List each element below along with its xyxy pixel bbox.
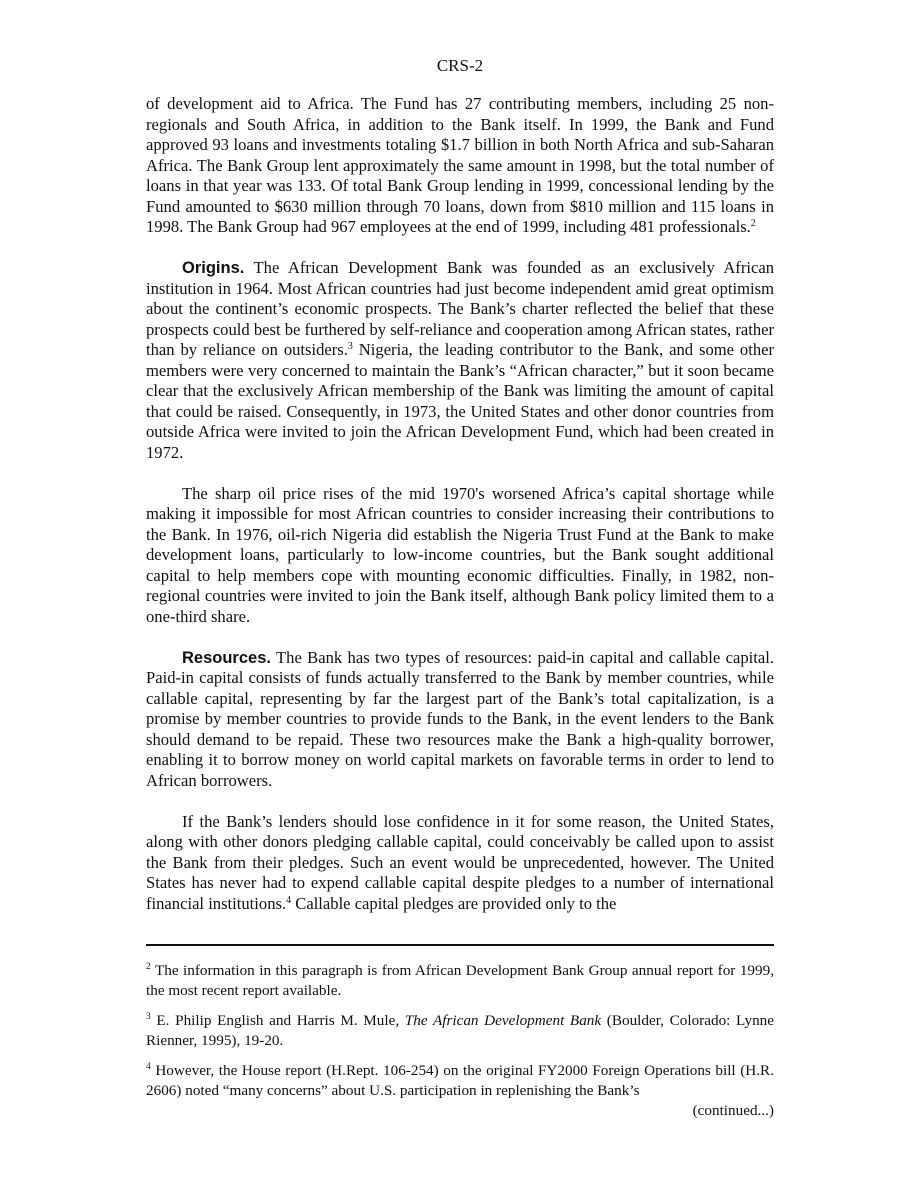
paragraph-callable-capital [146,812,774,915]
paragraph-bank-group [146,94,774,238]
footnote-ref-2[interactable]: 2 [750,218,756,229]
paragraph-text: The Bank has two types of resources: paid-in capital and callable capital. Paid-in capital consists of funds actually transferred to the Bank by member countries, while callable capital, representing by far the largest part of the Bank’s total capitalization, is a promise by member countries to provide funds to the Bank, in the event lenders to the Bank should demand to be repaid. These two resources make the Bank a high-quality borrower, enabling it to borrow money on world capital markets on favorable terms in order to lend to African borrowers. [146,647,774,790]
footnote-text: (Boulder, Colorado: Lynne Rienner, 1995), 19-20. [146,1012,774,1049]
footnote-ref-4[interactable]: 4 [286,894,292,906]
page-header: CRS-2 [436,56,484,75]
paragraph-text: The African Development Bank was founded as an exclusively African institution in 1964. Most African countries had just become independent amid great optimism about the continent’s economic prospects. The Bank’s charter reflected the belief that these prospects could best be furthered by self-reliance and cooperation among African states, rather than by reliance on outsiders. [146,258,775,359]
footnote-number: 2 [146,962,151,972]
footnote-ref-3[interactable]: 3 [347,341,353,352]
footnote-text: The information in this paragraph is from African Development Bank Group annual report for 1999, the most recent report available. [146,962,774,999]
footnote-text: E. Philip English and Harris M. Mule, [150,1012,405,1029]
continued-note: (continued...) [692,1102,774,1119]
paragraph-oil-prices: The sharp oil price rises of the mid 1970's worsened Africa’s capital shortage while making it impossible for most African countries to consider increasing their contributions to the Bank. In 1976, oil-rich Nigeria did establish the Nigeria Trust Fund at the Bank to make development loans, particularly to low-income countries, but the Bank sought additional capital to help members cope with mounting economic difficulties. Finally, in 1982, non-regional countries were invited to join the Bank itself, although Bank policy limited them to a one-third share. [146,483,774,626]
cited-title: The African Development Bank [404,1012,602,1029]
footnote-4 [146,1061,774,1101]
paragraph-origins [146,258,774,463]
paragraph-resources [146,648,774,792]
footnote-divider [146,944,774,946]
body-text [146,94,774,935]
paragraph-text: Nigeria, the leading contributor to the Bank, and some other members were very concerned to maintain the Bank’s “African character,” but it soon became clear that the exclusively African membership of the Bank was limiting the amount of capital that could be raised. Consequently, in 1973, the United States and other donor countries from outside Africa were invited to join the African Development Fund, which had been created in 1972. [146,340,775,462]
footnote-2 [146,961,774,1001]
paragraph-text: If the Bank’s lenders should lose confidence in it for some reason, the United States, along with other donors pledging callable capital, could conceivably be called upon to assist the Bank from their pledges. Such an event would be unprecedented, however. The United States has never had to expend callable capital despite pledges to a number of international financial institutions. [146,811,774,913]
section-heading-resources: Resources. [182,648,271,667]
section-heading-origins: Origins. [182,259,245,277]
paragraph-text: Callable capital pledges are provided only to the [291,893,617,913]
footnote-text: However, the House report (H.Rept. 106-254) on the original FY2000 Foreign Operations bill (H.R. 2606) noted “many concerns” about U.S. participation in replenishing the Bank’s [146,1062,774,1099]
footnotes [146,961,774,1121]
footnote-number: 3 [146,1012,151,1022]
paragraph-text: of development aid to Africa. The Fund has 27 contributing members, including 25 non-regionals and South Africa, in addition to the Bank itself. In 1999, the Bank and Fund approved 93 loans and investments totaling $1.7 billion in both North Africa and sub-Saharan Africa. The Bank Group lent approximately the same amount in 1998, but the total number of loans in that year was 133. Of total Bank Group lending in 1999, concessional lending by the Fund amounted to $630 million through 70 loans, down from $810 million and 115 loans in 1998. The Bank Group had 967 employees at the end of 1999, including 481 professionals. [146,94,774,236]
footnote-3 [146,1011,774,1051]
footnote-number: 4 [146,1062,151,1072]
